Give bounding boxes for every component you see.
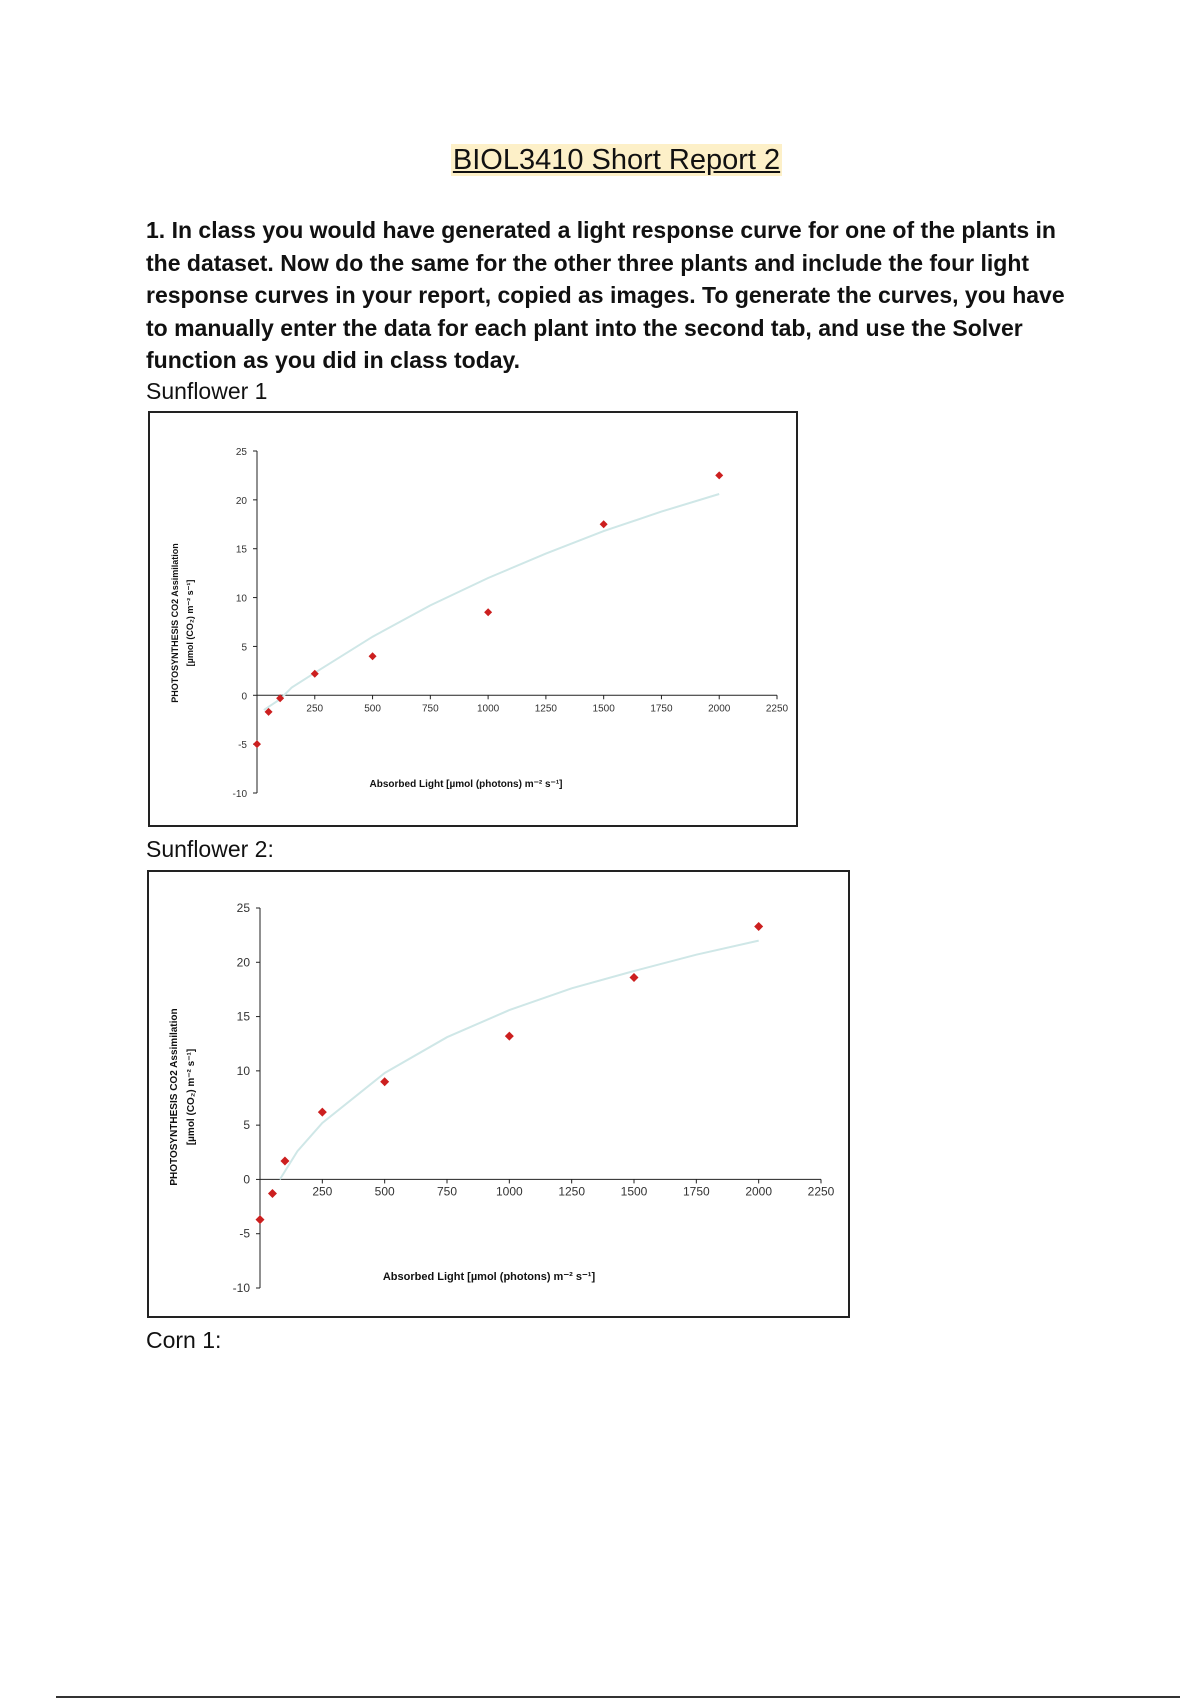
x-tick-label: 750 xyxy=(436,1184,458,1199)
data-point xyxy=(318,1108,327,1117)
chart-sunflower-2-svg xyxy=(149,872,848,1316)
x-tick-label: 2250 xyxy=(807,1184,835,1199)
document-title-text: BIOL3410 Short Report 2 xyxy=(452,144,781,176)
question-text: 1. In class you would have generated a light response curve for one of the plants in the dataset. Now do the same for the other three plants and include the four light response curves in your report, copied as images. To generate the curves, you have to manually enter the data for each plant into the second tab, and use the Solver function as you did in class today. xyxy=(146,217,1065,373)
x-tick-label: 1000 xyxy=(495,1184,523,1199)
data-point xyxy=(369,652,377,660)
x-tick-label: 2000 xyxy=(745,1184,773,1199)
caption-sunflower-1: Sunflower 1 xyxy=(146,378,268,404)
x-tick-label: 2250 xyxy=(765,703,789,715)
x-tick-label: 1250 xyxy=(558,1184,586,1199)
y-tick-label: 10 xyxy=(235,593,247,605)
caption-sunflower-2: Sunflower 2: xyxy=(146,836,274,862)
x-tick-label: 1750 xyxy=(682,1184,710,1199)
data-point xyxy=(268,1189,277,1198)
fit-curve xyxy=(280,941,759,1180)
fit-curve xyxy=(264,494,719,710)
data-point xyxy=(505,1032,514,1041)
y-tick-label: 20 xyxy=(236,955,250,970)
data-point xyxy=(280,1156,289,1165)
x-tick-label: 1500 xyxy=(620,1184,648,1199)
x-tick-label: 250 xyxy=(312,1184,333,1199)
data-point xyxy=(600,520,608,528)
x-tick-label: 500 xyxy=(364,703,381,715)
y-tick-label: 20 xyxy=(235,495,247,507)
data-point xyxy=(256,1215,265,1224)
x-tick-label: 1250 xyxy=(534,703,558,715)
y-tick-label: 5 xyxy=(243,1118,250,1133)
y-tick-label: 10 xyxy=(236,1063,250,1078)
x-tick-label: 250 xyxy=(306,703,324,715)
y-tick-label: -10 xyxy=(232,789,247,800)
y-tick-label: 25 xyxy=(235,447,247,458)
data-point xyxy=(253,740,261,748)
data-point xyxy=(715,471,723,479)
x-axis-label: Absorbed Light [µmol (photons) m⁻² s⁻¹] xyxy=(369,779,563,790)
x-tick-label: 1500 xyxy=(592,703,615,715)
data-point xyxy=(380,1077,389,1086)
x-axis-label: Absorbed Light [µmol (photons) m⁻² s⁻¹] xyxy=(382,1271,596,1283)
y-tick-label: 15 xyxy=(235,544,247,556)
data-point xyxy=(630,973,639,982)
x-tick-label: 2000 xyxy=(708,703,731,715)
y-tick-label: 15 xyxy=(236,1009,250,1024)
chart-sunflower-1 xyxy=(148,411,798,827)
y-axis-label: PHOTOSYNTHESIS CO2 Assimilation xyxy=(169,1008,180,1186)
footer-rule xyxy=(56,1696,1180,1698)
y-tick-label: 25 xyxy=(236,901,250,915)
y-tick-label: 0 xyxy=(243,1172,250,1187)
chart-sunflower-1-svg xyxy=(150,413,796,825)
y-tick-label: -10 xyxy=(232,1281,250,1295)
y-tick-label: -5 xyxy=(238,740,247,752)
y-axis-unit-label: [µmol (CO₂) m⁻² s⁻¹] xyxy=(186,1048,197,1146)
document-title xyxy=(0,142,1200,178)
x-tick-label: 1750 xyxy=(650,703,673,715)
y-axis-label: PHOTOSYNTHESIS CO2 Assimilation xyxy=(170,543,180,703)
x-tick-label: 500 xyxy=(374,1184,395,1199)
y-axis-unit-label: [µmol (CO₂) m⁻² s⁻¹] xyxy=(185,579,195,667)
y-tick-label: 0 xyxy=(241,691,247,703)
data-point xyxy=(484,608,492,616)
x-tick-label: 1000 xyxy=(476,703,500,715)
chart-sunflower-2 xyxy=(147,870,850,1318)
x-tick-label: 750 xyxy=(421,703,439,715)
y-tick-label: 5 xyxy=(241,642,247,654)
y-tick-label: -5 xyxy=(239,1226,250,1241)
caption-corn-1: Corn 1: xyxy=(146,1327,222,1353)
data-point xyxy=(754,922,763,931)
